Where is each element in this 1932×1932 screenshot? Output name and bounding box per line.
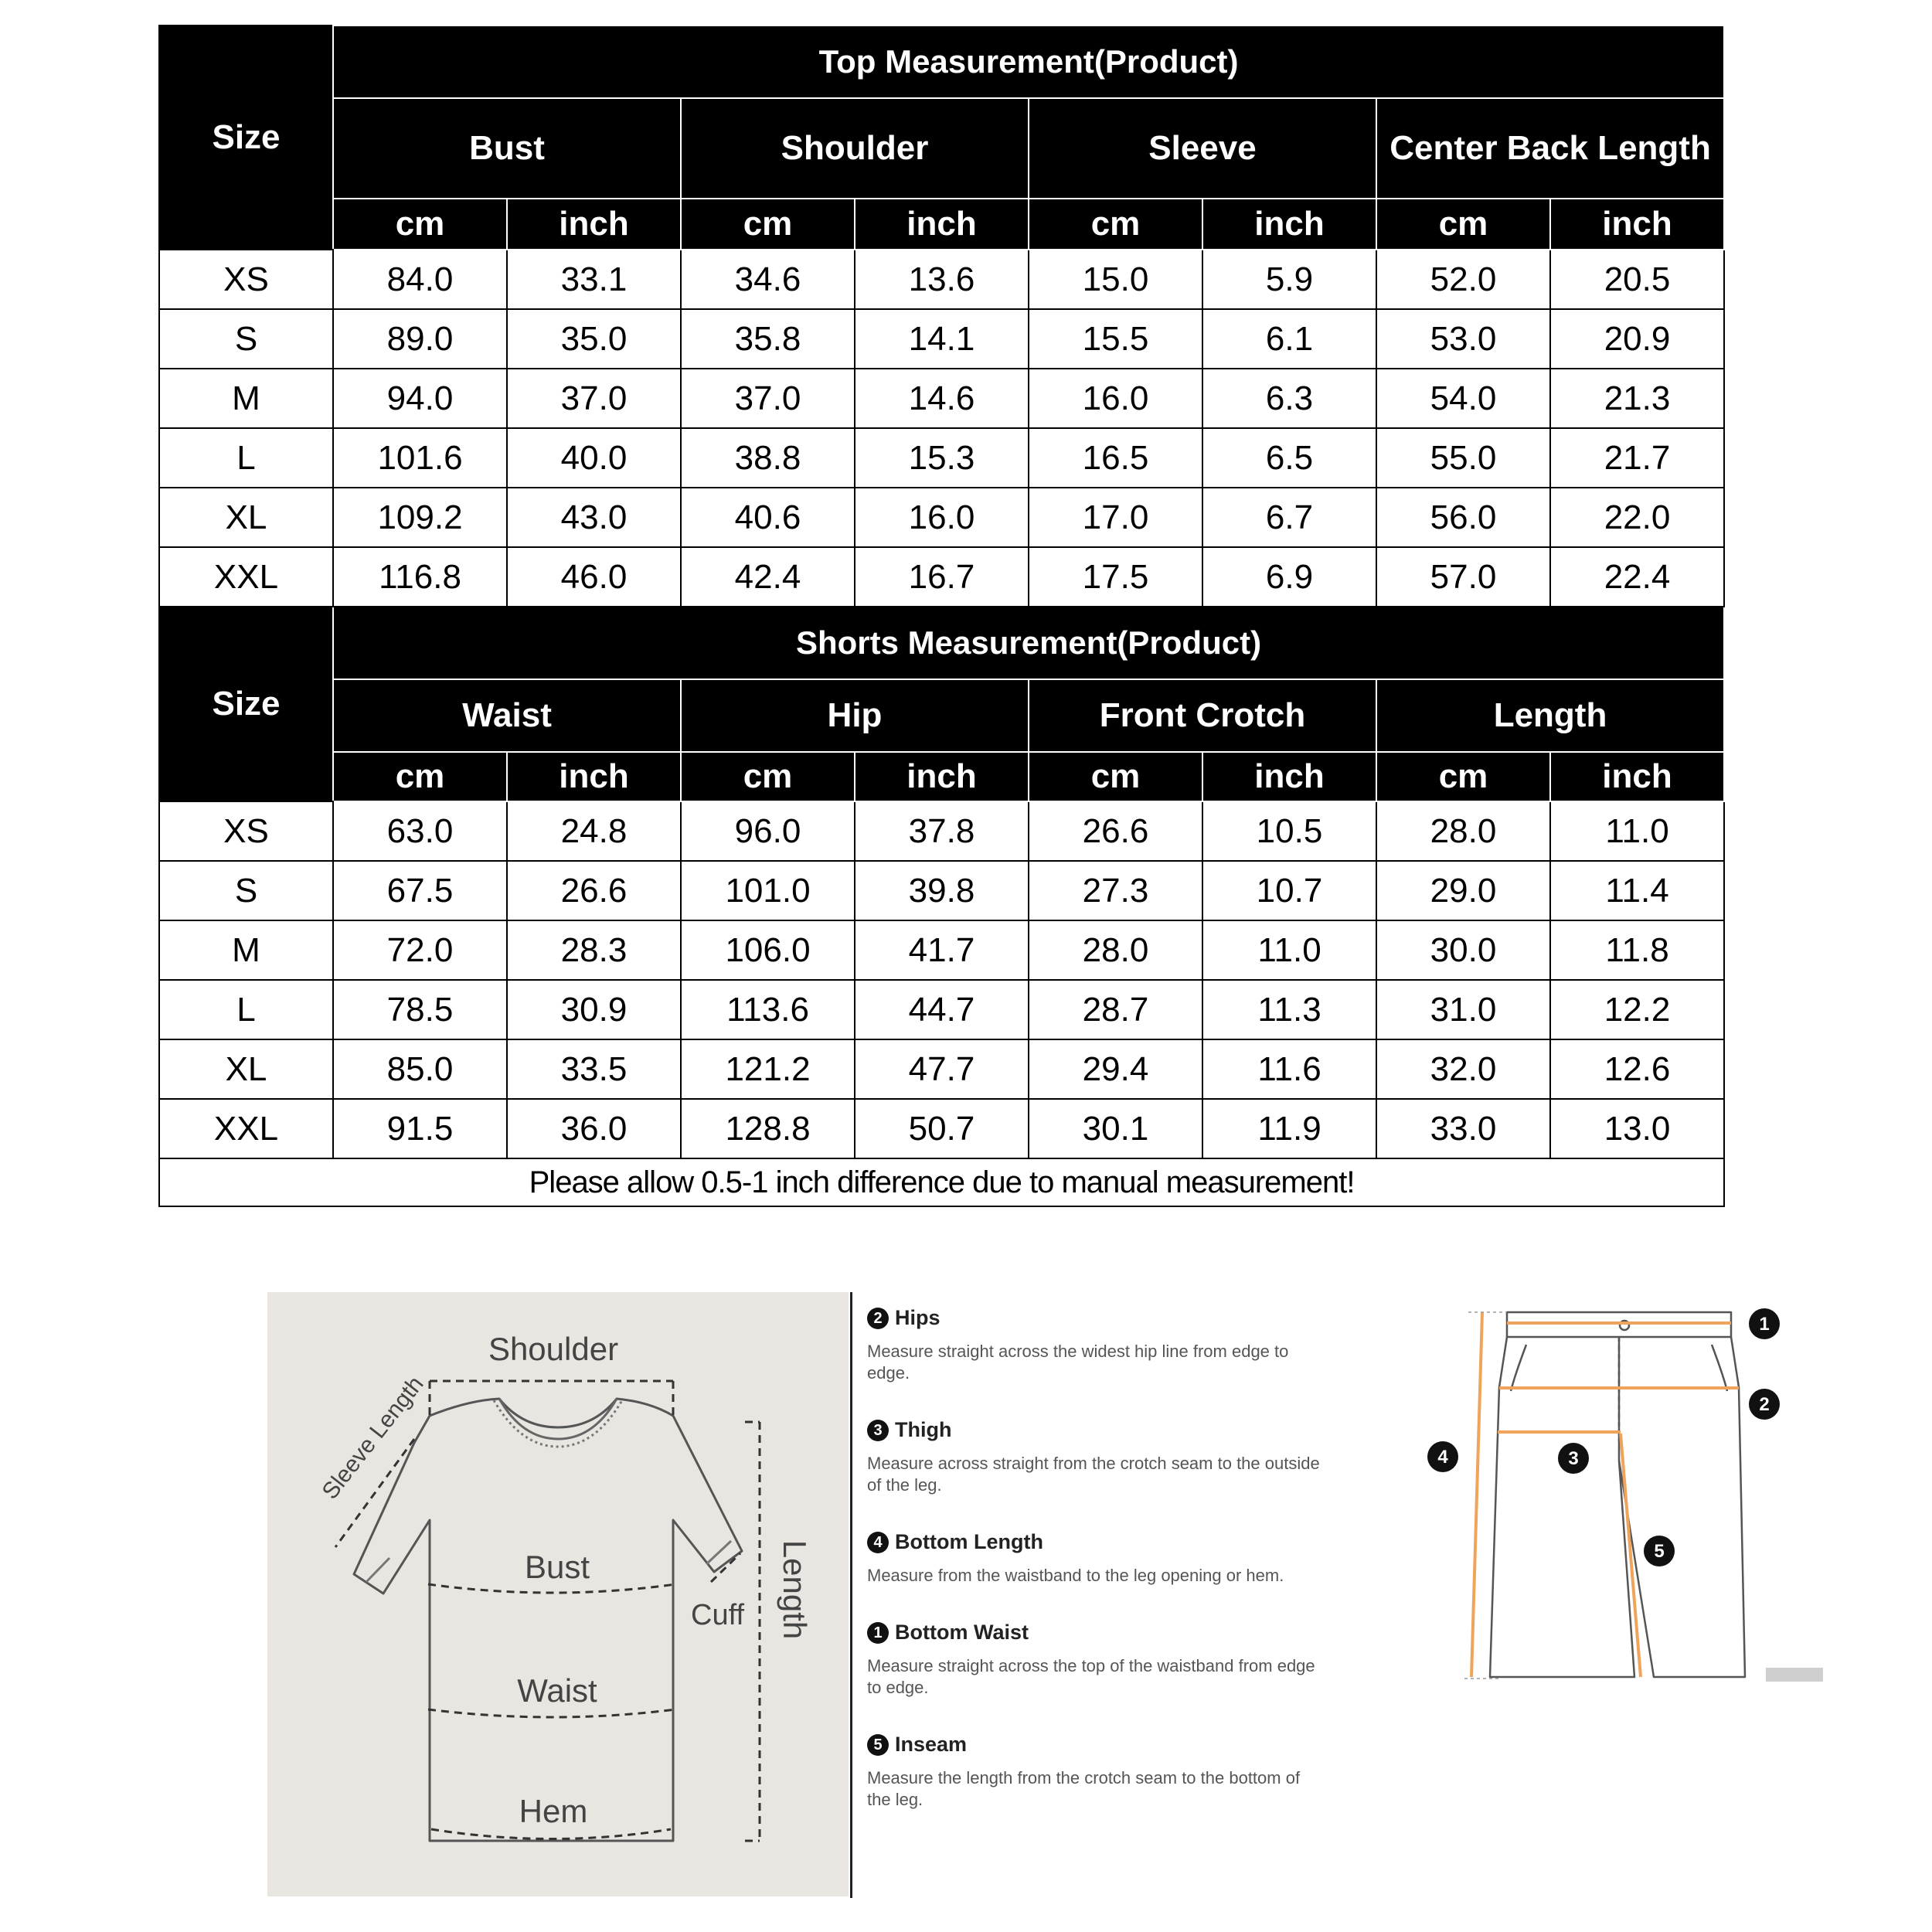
measurement-cell: 28.0: [1376, 801, 1550, 861]
svg-text:2: 2: [1759, 1394, 1770, 1415]
measurement-cell: 11.6: [1202, 1039, 1376, 1099]
number-badge-icon: 2: [867, 1308, 889, 1329]
top-group-sleeve: Sleeve: [1029, 98, 1376, 199]
measurement-cell: 20.5: [1550, 250, 1724, 309]
table-row: [159, 428, 1724, 488]
marker-3-icon: [1558, 1443, 1589, 1474]
size-cell: M: [159, 920, 333, 980]
top-unit: cm: [333, 199, 507, 250]
tshirt-measurement-diagram: [267, 1292, 849, 1896]
instruction-text: Measure from the waistband to the leg opening or hem.: [867, 1566, 1284, 1585]
measurement-cell: 53.0: [1376, 309, 1550, 369]
measurement-cell: 47.7: [855, 1039, 1029, 1099]
size-cell: XS: [159, 250, 333, 309]
measurement-cell: 121.2: [681, 1039, 855, 1099]
measurement-cell: 37.0: [681, 369, 855, 428]
measurement-cell: 39.8: [855, 861, 1029, 920]
measurement-cell: 35.0: [507, 309, 681, 369]
measurement-cell: 28.0: [1029, 920, 1202, 980]
shorts-unit: cm: [681, 752, 855, 801]
size-cell: XL: [159, 488, 333, 547]
measurement-cell: 46.0: [507, 547, 681, 607]
top-group-bust: Bust: [333, 98, 681, 199]
measurement-cell: 12.6: [1550, 1039, 1724, 1099]
size-cell: L: [159, 980, 333, 1039]
table-row: [159, 488, 1724, 547]
top-table-title: Top Measurement(Product): [333, 26, 1724, 98]
bust-label: Bust: [524, 1549, 590, 1585]
top-unit: inch: [507, 199, 681, 250]
top-group-shoulder: Shoulder: [681, 98, 1029, 199]
measurement-cell: 50.7: [855, 1099, 1029, 1158]
measurement-cell: 15.0: [1029, 250, 1202, 309]
instruction-text: Measure straight across the widest hip line from edge to edge.: [867, 1342, 1289, 1383]
shorts-unit: inch: [855, 752, 1029, 801]
shorts-group-hip: Hip: [681, 679, 1029, 752]
size-cell: XL: [159, 1039, 333, 1099]
shorts-group-length: Length: [1376, 679, 1724, 752]
measurement-cell: 31.0: [1376, 980, 1550, 1039]
number-badge-icon: 4: [867, 1532, 889, 1553]
measurement-cell: 78.5: [333, 980, 507, 1039]
measurement-cell: 6.1: [1202, 309, 1376, 369]
shorts-size-header: Size: [159, 607, 333, 801]
measurement-cell: 40.0: [507, 428, 681, 488]
measurement-cell: 11.9: [1202, 1099, 1376, 1158]
measurement-cell: 15.3: [855, 428, 1029, 488]
top-size-header: Size: [159, 26, 333, 250]
instruction-item: [867, 1733, 1338, 1811]
size-cell: S: [159, 309, 333, 369]
measurement-cell: 106.0: [681, 920, 855, 980]
size-cell: XXL: [159, 547, 333, 607]
measurement-cell: 10.5: [1202, 801, 1376, 861]
shorts-table-title: Shorts Measurement(Product): [333, 607, 1724, 679]
top-table-body: [159, 250, 1724, 607]
measurement-cell: 116.8: [333, 547, 507, 607]
size-cell: S: [159, 861, 333, 920]
measurement-cell: 33.1: [507, 250, 681, 309]
measurement-cell: 22.4: [1550, 547, 1724, 607]
measurement-cell: 6.9: [1202, 547, 1376, 607]
table-row: [159, 861, 1724, 920]
svg-text:4: 4: [1437, 1447, 1448, 1468]
table-row: [159, 309, 1724, 369]
measurement-cell: 37.0: [507, 369, 681, 428]
instruction-text: Measure the length from the crotch seam to the bottom of the leg.: [867, 1768, 1301, 1809]
shorts-unit: cm: [333, 752, 507, 801]
size-cell: XS: [159, 801, 333, 861]
measurement-cell: 13.0: [1550, 1099, 1724, 1158]
measurement-cell: 57.0: [1376, 547, 1550, 607]
instruction-item: [867, 1306, 1338, 1384]
measurement-cell: 16.0: [855, 488, 1029, 547]
svg-text:1: 1: [1759, 1314, 1770, 1335]
top-unit: cm: [681, 199, 855, 250]
top-unit: inch: [1202, 199, 1376, 250]
marker-1-icon: [1749, 1308, 1780, 1339]
inseam-measure-line: [1621, 1434, 1641, 1677]
measurement-cell: 28.7: [1029, 980, 1202, 1039]
table-row: [159, 1099, 1724, 1158]
measurement-cell: 32.0: [1376, 1039, 1550, 1099]
shorts-group-front-crotch: Front Crotch: [1029, 679, 1376, 752]
shorts-unit: cm: [1376, 752, 1550, 801]
measurement-cell: 55.0: [1376, 428, 1550, 488]
instruction-title: Thigh: [895, 1418, 952, 1441]
measurement-cell: 72.0: [333, 920, 507, 980]
table-row: [159, 547, 1724, 607]
measurement-cell: 96.0: [681, 801, 855, 861]
measurement-cell: 52.0: [1376, 250, 1550, 309]
measurement-cell: 24.8: [507, 801, 681, 861]
top-unit: inch: [1550, 199, 1724, 250]
measurement-cell: 28.3: [507, 920, 681, 980]
instruction-title: Inseam: [895, 1733, 968, 1756]
measurement-cell: 6.3: [1202, 369, 1376, 428]
measurement-cell: 21.7: [1550, 428, 1724, 488]
measurement-cell: 15.5: [1029, 309, 1202, 369]
measurement-cell: 17.5: [1029, 547, 1202, 607]
measurement-cell: 30.0: [1376, 920, 1550, 980]
measurement-cell: 36.0: [507, 1099, 681, 1158]
table-row: [159, 250, 1724, 309]
size-cell: L: [159, 428, 333, 488]
measurement-cell: 11.8: [1550, 920, 1724, 980]
instruction-title: Bottom Length: [895, 1530, 1043, 1553]
shorts-measurement-diagram: [1422, 1306, 1824, 1696]
measurement-cell: 91.5: [333, 1099, 507, 1158]
measurement-cell: 14.6: [855, 369, 1029, 428]
measurement-cell: 11.0: [1202, 920, 1376, 980]
measurement-cell: 20.9: [1550, 309, 1724, 369]
measurement-cell: 37.8: [855, 801, 1029, 861]
instruction-text: Measure straight across the top of the waistband from edge to edge.: [867, 1656, 1315, 1697]
svg-text:3: 3: [1568, 1448, 1579, 1469]
measurement-cell: 16.5: [1029, 428, 1202, 488]
measurement-cell: 16.0: [1029, 369, 1202, 428]
shorts-group-waist: Waist: [333, 679, 681, 752]
measurement-cell: 26.6: [507, 861, 681, 920]
measurement-cell: 27.3: [1029, 861, 1202, 920]
measurement-cell: 10.7: [1202, 861, 1376, 920]
instruction-title: Bottom Waist: [895, 1621, 1029, 1644]
length-label: Length: [777, 1539, 813, 1640]
measurement-cell: 44.7: [855, 980, 1029, 1039]
measurement-cell: 30.9: [507, 980, 681, 1039]
measurement-cell: 63.0: [333, 801, 507, 861]
measurement-cell: 84.0: [333, 250, 507, 309]
shorts-unit: inch: [1202, 752, 1376, 801]
marker-5-icon: [1644, 1536, 1675, 1566]
top-unit: cm: [1376, 199, 1550, 250]
measurement-cell: 35.8: [681, 309, 855, 369]
number-badge-icon: 3: [867, 1420, 889, 1441]
top-unit: cm: [1029, 199, 1202, 250]
shorts-table-body: [159, 801, 1724, 1158]
measurement-cell: 43.0: [507, 488, 681, 547]
table-row: [159, 980, 1724, 1039]
measurement-cell: 89.0: [333, 309, 507, 369]
size-cell: M: [159, 369, 333, 428]
shorts-unit: cm: [1029, 752, 1202, 801]
measurement-cell: 38.8: [681, 428, 855, 488]
measurement-cell: 109.2: [333, 488, 507, 547]
measurement-cell: 12.2: [1550, 980, 1724, 1039]
shoulder-label: Shoulder: [488, 1331, 619, 1367]
measurement-cell: 33.0: [1376, 1099, 1550, 1158]
table-row: [159, 1039, 1724, 1099]
measurement-cell: 11.4: [1550, 861, 1724, 920]
top-unit: inch: [855, 199, 1029, 250]
instruction-text: Measure across straight from the crotch seam to the outside of the leg.: [867, 1454, 1320, 1495]
measurement-cell: 6.7: [1202, 488, 1376, 547]
measurement-cell: 21.3: [1550, 369, 1724, 428]
number-badge-icon: 5: [867, 1734, 889, 1756]
panel-divider: [850, 1292, 852, 1898]
measurement-cell: 128.8: [681, 1099, 855, 1158]
size-chart-table: [158, 25, 1725, 1207]
measurement-cell: 30.1: [1029, 1099, 1202, 1158]
measurement-cell: 22.0: [1550, 488, 1724, 547]
shorts-unit: inch: [1550, 752, 1724, 801]
table-row: [159, 801, 1724, 861]
measurement-cell: 13.6: [855, 250, 1029, 309]
measurement-cell: 54.0: [1376, 369, 1550, 428]
length-measure-line: [1471, 1312, 1482, 1677]
svg-text:5: 5: [1654, 1541, 1665, 1562]
marker-4-icon: [1427, 1441, 1458, 1472]
measurement-cell: 11.3: [1202, 980, 1376, 1039]
measurement-cell: 94.0: [333, 369, 507, 428]
measurement-cell: 41.7: [855, 920, 1029, 980]
measurement-cell: 29.0: [1376, 861, 1550, 920]
measurement-instructions: [867, 1306, 1338, 1845]
measurement-cell: 11.0: [1550, 801, 1724, 861]
measurement-cell: 113.6: [681, 980, 855, 1039]
sleeve-length-label: Sleeve Length: [317, 1371, 429, 1505]
measurement-cell: 56.0: [1376, 488, 1550, 547]
marker-2-icon: [1749, 1389, 1780, 1420]
instruction-title: Hips: [895, 1306, 940, 1329]
cuff-label: Cuff: [691, 1599, 745, 1631]
instruction-item: [867, 1418, 1338, 1496]
measurement-cell: 16.7: [855, 547, 1029, 607]
shorts-illustration: [1422, 1306, 1824, 1692]
hem-label: Hem: [519, 1793, 588, 1829]
measurement-cell: 42.4: [681, 547, 855, 607]
measurement-cell: 17.0: [1029, 488, 1202, 547]
measurement-cell: 6.5: [1202, 428, 1376, 488]
top-table-header: [159, 26, 1724, 250]
gray-swatch: [1766, 1668, 1823, 1682]
number-badge-icon: 1: [867, 1622, 889, 1644]
measurement-cell: 26.6: [1029, 801, 1202, 861]
waist-label: Waist: [517, 1672, 597, 1709]
measurement-cell: 40.6: [681, 488, 855, 547]
measurement-cell: 67.5: [333, 861, 507, 920]
measurement-cell: 29.4: [1029, 1039, 1202, 1099]
top-group-center-back-length: Center Back Length: [1376, 98, 1724, 199]
measurement-cell: 14.1: [855, 309, 1029, 369]
measurement-cell: 34.6: [681, 250, 855, 309]
instruction-item: [867, 1621, 1338, 1699]
size-cell: XXL: [159, 1099, 333, 1158]
measurement-cell: 33.5: [507, 1039, 681, 1099]
instruction-item: [867, 1530, 1338, 1587]
measurement-cell: 101.0: [681, 861, 855, 920]
tshirt-illustration: [267, 1292, 849, 1896]
measurement-cell: 85.0: [333, 1039, 507, 1099]
table-row: [159, 920, 1724, 980]
measurement-cell: 101.6: [333, 428, 507, 488]
table-row: [159, 369, 1724, 428]
shorts-table-header: [159, 607, 1724, 801]
shorts-unit: inch: [507, 752, 681, 801]
measurement-note: Please allow 0.5-1 inch difference due to manual measurement!: [159, 1158, 1724, 1206]
measurement-cell: 5.9: [1202, 250, 1376, 309]
